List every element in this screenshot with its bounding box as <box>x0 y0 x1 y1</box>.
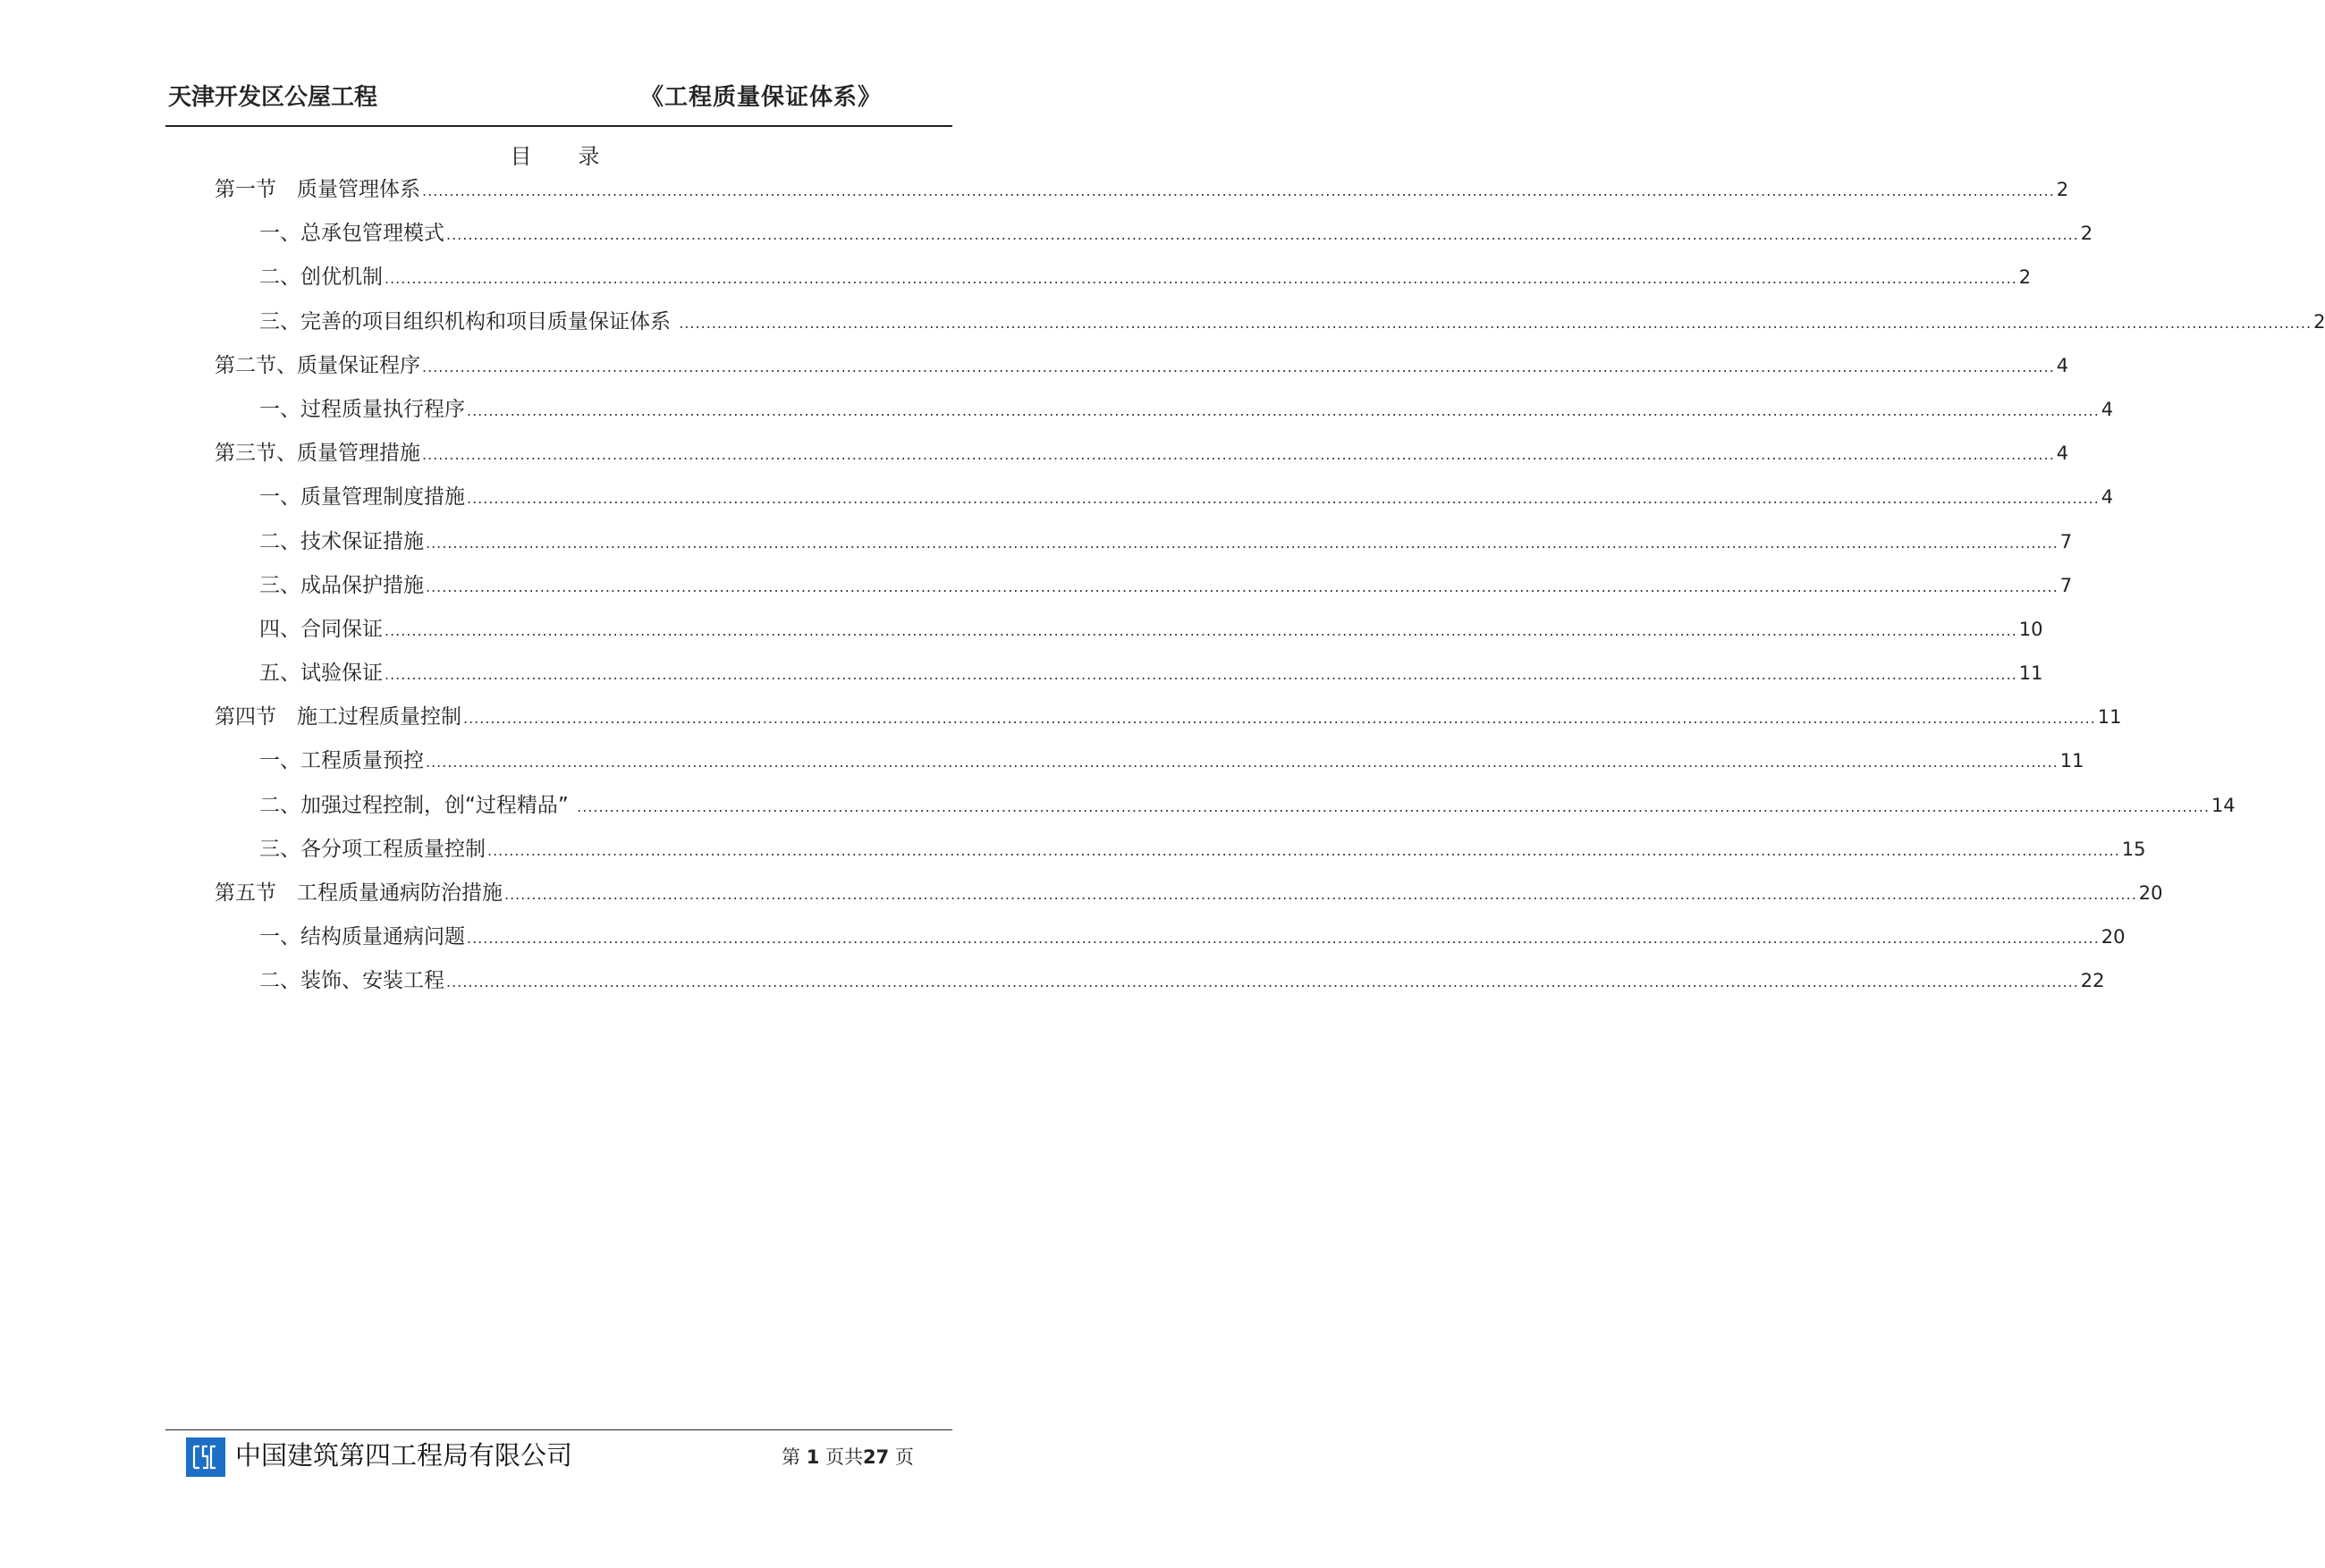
toc-entry-page: 7 <box>2059 574 2073 596</box>
header-divider <box>165 125 952 127</box>
toc-leader-dots: ............................................................................................................................................................................................................................................................................................................ <box>422 446 2055 464</box>
total-pages: 27 <box>863 1446 890 1468</box>
toc-entry-page: 2 <box>2313 310 2325 333</box>
toc-leader-dots: ............................................................................................................................................................................................................................................................................................................ <box>463 710 2096 728</box>
toc-entry-page: 4 <box>2056 354 2069 376</box>
toc-entry-page: 7 <box>2059 530 2073 552</box>
toc-entry-page: 14 <box>2211 794 2236 816</box>
toc-leader-dots: ............................................................................................................................................................................................................................................................................................................ <box>679 314 2312 332</box>
toc-entry-page: 4 <box>2101 398 2114 420</box>
toc-leader-dots: ............................................................................................................................................................................................................................................................................................................ <box>467 401 2100 419</box>
toc-entry[interactable] <box>215 564 2073 608</box>
toc-leader-dots: ............................................................................................................................................................................................................................................................................................................ <box>426 577 2059 595</box>
toc-leader-dots: ............................................................................................................................................................................................................................................................................................................ <box>504 886 2137 903</box>
toc-entry-page: 4 <box>2056 443 2069 465</box>
toc-leader-dots: ............................................................................................................................................................................................................................................................................................................ <box>577 797 2210 815</box>
toc-leader-dots: ............................................................................................................................................................................................................................................................................................................ <box>385 621 2017 639</box>
toc-entry[interactable] <box>215 652 2043 695</box>
toc-entry-title: 二、技术保证措施 <box>259 529 424 553</box>
footer-divider <box>165 1429 952 1430</box>
toc-entry-page: 11 <box>2018 662 2043 685</box>
toc-entry-page: 11 <box>2097 706 2122 729</box>
toc-heading <box>0 139 1110 170</box>
toc-entry[interactable] <box>215 388 2114 432</box>
toc-leader-dots: ............................................................................................................................................................................................................................................................................................................ <box>467 490 2100 508</box>
toc-entry[interactable] <box>215 915 2126 959</box>
toc-entry-page: 22 <box>2080 970 2105 992</box>
toc-entry[interactable] <box>215 256 2032 299</box>
toc-leader-dots: ............................................................................................................................................................................................................................................................................................................ <box>422 182 2055 199</box>
toc-entry-title: 二、装饰、安装工程 <box>259 969 444 993</box>
toc-entry[interactable] <box>215 344 2069 388</box>
toc-entry[interactable] <box>215 828 2146 872</box>
toc-entry[interactable] <box>215 608 2043 652</box>
footer-page-number: 第 1 页共27 页 <box>782 1446 914 1468</box>
toc-leader-dots: ............................................................................................................................................................................................................................................................................................................ <box>487 841 2120 859</box>
toc-entry-title: 一、结构质量通病问题 <box>259 925 465 949</box>
current-page: 1 <box>806 1446 820 1468</box>
toc-entry-title: 第五节 工程质量通病防治措施 <box>215 881 503 905</box>
toc-entry-title: 一、质量管理制度措施 <box>259 485 465 510</box>
toc-entry-title: 三、各分项工程质量控制 <box>259 837 486 861</box>
toc-entry-title: 第二节、质量保证程序 <box>215 353 420 377</box>
toc-entry-title: 二、加强过程控制，创“过程精品” <box>259 793 576 817</box>
toc-leader-dots: ............................................................................................................................................................................................................................................................................................................ <box>446 974 2079 991</box>
toc-entry-page: 20 <box>2138 882 2163 904</box>
toc-entry-title: 第一节 质量管理体系 <box>215 178 420 201</box>
toc-entry[interactable] <box>215 959 2105 1003</box>
toc-entry-title: 一、工程质量预控 <box>259 749 424 773</box>
cscec-logo-icon <box>186 1437 225 1477</box>
toc-entry-page: 20 <box>2101 926 2126 948</box>
toc-entry[interactable] <box>215 784 2236 828</box>
toc-entry-title: 五、试验保证 <box>259 662 383 686</box>
toc-entry-page: 10 <box>2018 618 2043 640</box>
table-of-contents <box>215 168 2325 1004</box>
toc-entry-title: 第三节、质量管理措施 <box>215 442 420 466</box>
toc-entry-title: 三、成品保护措施 <box>259 573 424 597</box>
toc-entry[interactable] <box>215 432 2069 476</box>
toc-leader-dots: ............................................................................................................................................................................................................................................................................................................ <box>467 930 2100 948</box>
toc-entry-title: 一、过程质量执行程序 <box>259 397 465 421</box>
toc-entry-title: 二、创优机制 <box>259 266 383 290</box>
toc-leader-dots: ............................................................................................................................................................................................................................................................................................................ <box>385 270 2017 288</box>
toc-entry-page: 15 <box>2121 838 2146 860</box>
toc-leader-dots: ............................................................................................................................................................................................................................................................................................................ <box>446 226 2079 244</box>
toc-leader-dots: ............................................................................................................................................................................................................................................................................................................ <box>385 666 2017 684</box>
toc-entry[interactable] <box>215 212 2093 256</box>
toc-entry[interactable] <box>215 695 2122 739</box>
toc-entry[interactable] <box>215 739 2084 783</box>
toc-entry-page: 4 <box>2101 486 2114 509</box>
toc-entry-title: 三、完善的项目组织机构和项目质量保证体系 <box>259 309 678 333</box>
toc-entry[interactable] <box>215 476 2114 519</box>
toc-entry[interactable] <box>215 872 2163 915</box>
header-project-name: 天津开发区公屋工程 <box>168 84 378 111</box>
toc-entry-page: 2 <box>2056 179 2069 200</box>
toc-entry-page: 2 <box>2080 223 2093 245</box>
toc-heading-char-2: 录 <box>578 144 600 169</box>
toc-entry-page: 11 <box>2059 750 2084 772</box>
toc-entry-title: 四、合同保证 <box>259 617 383 641</box>
toc-entry-page: 2 <box>2018 266 2032 289</box>
toc-entry-title: 第四节 施工过程质量控制 <box>215 705 461 729</box>
toc-leader-dots: ............................................................................................................................................................................................................................................................................................................ <box>426 534 2059 552</box>
toc-entry[interactable] <box>215 520 2073 564</box>
toc-leader-dots: ............................................................................................................................................................................................................................................................................................................ <box>422 358 2055 375</box>
toc-heading-char-1: 目 <box>510 144 532 169</box>
toc-leader-dots: ............................................................................................................................................................................................................................................................................................................ <box>426 754 2059 771</box>
toc-entry[interactable] <box>215 168 2069 212</box>
footer-company-name: 中国建筑第四工程局有限公司 <box>235 1440 573 1471</box>
toc-entry-title: 一、总承包管理模式 <box>259 222 444 246</box>
toc-entry[interactable] <box>215 300 2325 344</box>
header-document-title: 《工程质量保证体系》 <box>639 84 882 111</box>
